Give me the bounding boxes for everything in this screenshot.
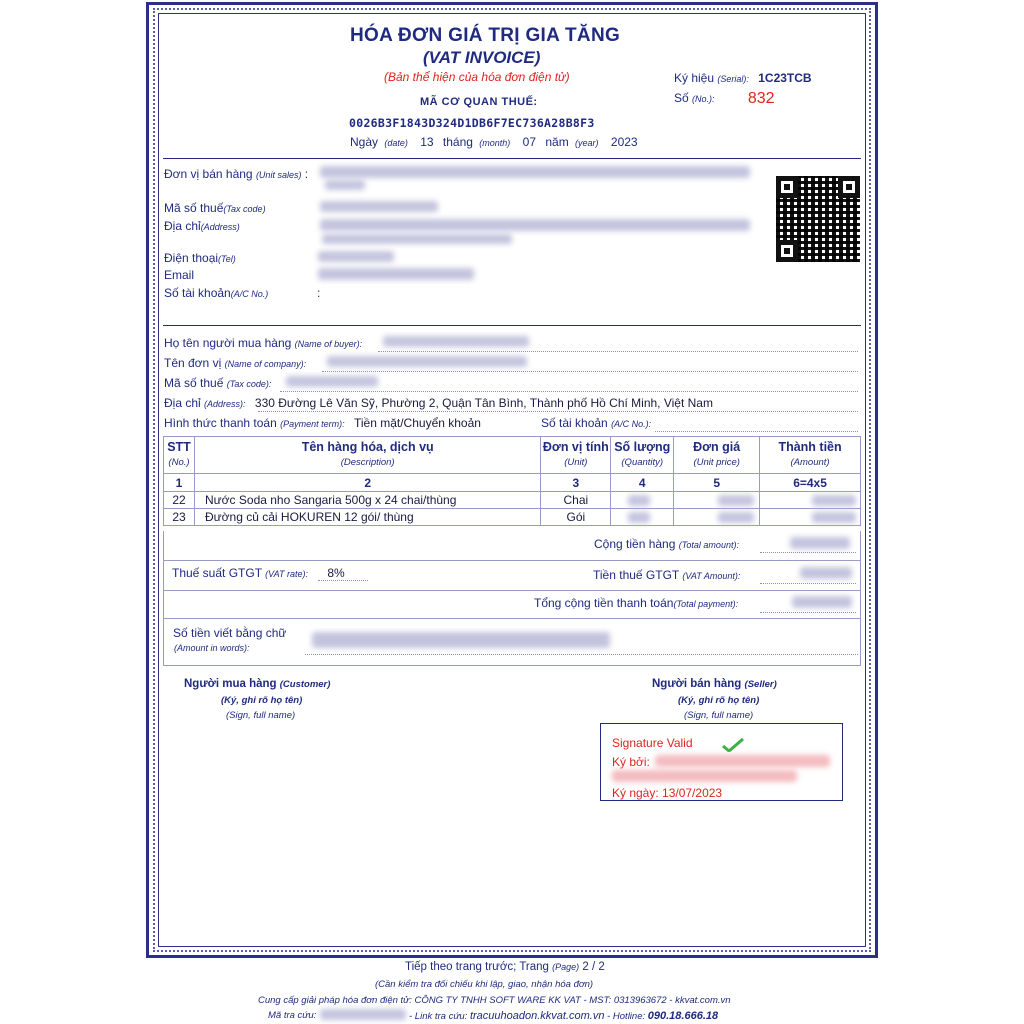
page-indicator xyxy=(405,961,605,973)
col-amount xyxy=(760,437,861,474)
col-description-en: (Description) xyxy=(340,457,395,468)
row-quantity-redacted xyxy=(611,509,674,526)
seller-sign-title: Người bán hàng xyxy=(652,678,742,690)
qr-finder xyxy=(776,176,798,198)
table-row xyxy=(164,509,861,526)
seller-address-row xyxy=(164,219,240,233)
number-label-en: (No.): xyxy=(692,94,715,104)
redacted-seller-name xyxy=(325,180,365,190)
qr-finder xyxy=(776,240,798,262)
seller-account-colon: : xyxy=(317,286,321,300)
buyer-account-row xyxy=(541,416,651,430)
total-row xyxy=(534,596,738,610)
redacted-seller-address xyxy=(320,219,750,231)
seller-account-label: Số tài khoản xyxy=(164,286,231,300)
seller-unit-label-en: (Unit sales) xyxy=(255,170,302,180)
seller-email-label: Email xyxy=(164,268,195,282)
buyer-company-label: Tên đơn vị xyxy=(164,356,222,370)
lookup-label: Mã tra cứu: xyxy=(268,1010,317,1021)
items-table xyxy=(163,436,861,526)
seller-address-label-en: (Address) xyxy=(200,222,240,232)
table-header xyxy=(164,437,861,474)
seller-unit-label: Đơn vị bán hàng xyxy=(164,167,253,181)
divider xyxy=(163,325,861,326)
seller-signature-title xyxy=(652,678,777,690)
index-cell: 4 xyxy=(611,474,674,492)
page-label-en: (Page) xyxy=(552,962,580,972)
tax-authority-code: 0026B3F1843D324D1DB6F7EC736A28B8F3 xyxy=(349,116,595,130)
col-description xyxy=(194,437,540,474)
date-month-en: (month) xyxy=(479,138,511,148)
vat-rate-label: Thuế suất GTGT xyxy=(172,566,262,580)
words-label-en: (Amount in words): xyxy=(174,643,250,653)
vat-amount-row xyxy=(593,568,740,582)
link-label: - Link tra cứu: xyxy=(409,1011,468,1022)
number-label: Số xyxy=(674,91,689,105)
divider xyxy=(163,590,861,591)
redacted-seller-tax xyxy=(320,201,438,212)
qr-finder xyxy=(838,176,860,198)
serial-value: 1C23TCB xyxy=(758,71,812,85)
col-unit-en: (Unit) xyxy=(564,457,588,468)
redacted-amount xyxy=(812,512,856,523)
vat-amount-label-en: (VAT Amount): xyxy=(682,571,741,581)
total-label: Tổng cộng tiền thanh toán xyxy=(534,596,674,610)
seller-tax-row xyxy=(164,201,266,215)
total-label-en: (Total payment): xyxy=(673,599,739,609)
seller-account-row xyxy=(164,286,268,300)
page-number: 2 / 2 xyxy=(582,961,605,973)
date-month: 07 xyxy=(522,135,537,149)
invoice-number: 832 xyxy=(747,90,775,107)
signed-date: Ký ngày: 13/07/2023 xyxy=(612,786,723,800)
buyer-account-label: Số tài khoản xyxy=(541,416,608,430)
hotline-number: 090.18.666.18 xyxy=(647,1010,719,1022)
col-stt xyxy=(164,437,195,474)
buyer-name-label: Họ tên người mua hàng xyxy=(164,336,292,350)
row-price-redacted xyxy=(674,509,760,526)
buyer-account-label-en: (A/C No.): xyxy=(611,419,652,429)
divider xyxy=(163,560,861,561)
vat-rate-row xyxy=(172,566,345,580)
col-quantity-en: (Quantity) xyxy=(621,457,664,468)
table-row xyxy=(164,492,861,509)
colon: : xyxy=(304,167,309,181)
dotted-line xyxy=(655,431,858,432)
redacted-vat-amount xyxy=(800,567,852,579)
dotted-line xyxy=(318,580,368,581)
date-month-label: tháng xyxy=(442,135,473,149)
divider xyxy=(163,618,861,619)
row-amount-redacted xyxy=(760,509,861,526)
row-quantity-redacted xyxy=(611,492,674,509)
subtotal-row xyxy=(594,537,739,551)
payment-row xyxy=(164,416,481,430)
redacted-buyer-company xyxy=(327,356,527,367)
buyer-sign-title-en: (Customer) xyxy=(279,679,331,690)
col-unit-label: Đơn vị tính xyxy=(542,440,609,454)
redacted-amount-words xyxy=(312,632,610,648)
redacted-seller-address xyxy=(322,234,512,244)
checkmark-icon xyxy=(722,738,744,752)
date-day-label: Ngày xyxy=(350,135,379,149)
words-label: Số tiền viết bằng chữ xyxy=(173,626,287,640)
invoice-subtitle: (VAT INVOICE) xyxy=(423,48,541,67)
index-cell: 3 xyxy=(541,474,611,492)
buyer-name-row xyxy=(164,336,362,350)
serial-label-en: (Serial): xyxy=(717,74,749,84)
invoice-date xyxy=(350,135,644,149)
serial-label: Ký hiệu xyxy=(674,71,715,85)
redacted-subtotal xyxy=(790,537,850,549)
row-price-redacted xyxy=(674,492,760,509)
seller-sign-instr-en: (Sign, full name) xyxy=(684,710,754,721)
buyer-sign-instr-en: (Sign, full name) xyxy=(226,710,296,721)
vat-amount-label: Tiền thuế GTGT xyxy=(593,568,680,582)
dotted-line xyxy=(760,552,856,553)
seller-phone-label-en: (Tel) xyxy=(218,254,236,264)
col-unit-price-en: (Unit price) xyxy=(693,457,740,468)
buyer-address-label: Địa chỉ xyxy=(164,396,201,410)
redacted-signer xyxy=(612,770,797,782)
redacted-buyer-tax xyxy=(286,376,378,387)
col-quantity xyxy=(611,437,674,474)
row-no: 22 xyxy=(164,492,195,509)
seller-tax-label: Mã số thuế xyxy=(164,201,224,215)
buyer-name-label-en: (Name of buyer): xyxy=(294,339,363,349)
divider xyxy=(163,158,861,159)
hotline-label: - Hotline: xyxy=(607,1011,646,1022)
lookup-line xyxy=(268,1010,316,1021)
col-amount-en: (Amount) xyxy=(790,457,830,468)
dotted-line xyxy=(322,371,858,372)
vat-rate-value: 8% xyxy=(327,566,345,580)
buyer-company-row xyxy=(164,356,306,370)
number-field xyxy=(674,89,775,107)
buyer-address-row xyxy=(164,396,713,410)
buyer-signature-title xyxy=(184,678,330,690)
seller-phone-row xyxy=(164,251,236,265)
col-amount-label: Thành tiền xyxy=(778,440,842,454)
seller-tax-label-en: (Tax code) xyxy=(223,204,266,214)
vat-rate-label-en: (VAT rate): xyxy=(265,569,308,579)
redacted-quantity xyxy=(628,495,650,506)
page-prefix: Tiếp theo trang trước; Trang xyxy=(405,961,549,973)
lookup-link[interactable]: tracuuhoadon.kkvat.com.vn xyxy=(469,1010,605,1022)
provider-note: Cung cấp giải pháp hóa đơn điện tử: CÔNG TY TNHH SOFT WARE KK VAT - MST: 0313963672 - kkvat.com.vn xyxy=(258,995,731,1006)
serial-field xyxy=(674,71,812,85)
seller-unit-row xyxy=(164,167,308,181)
index-cell: 1 xyxy=(164,474,195,492)
seller-phone-label: Điện thoại xyxy=(164,251,219,265)
seller-account-label-en: (A/C No.) xyxy=(230,289,269,299)
seller-sign-instr: (Ký, ghi rõ họ tên) xyxy=(678,695,760,706)
seller-email-row xyxy=(164,268,194,282)
seller-address-label: Địa chỉ xyxy=(164,219,201,233)
buyer-address-label-en: (Address): xyxy=(204,399,246,409)
row-amount-redacted xyxy=(760,492,861,509)
col-stt-en: (No.) xyxy=(168,457,190,468)
index-cell: 6=4x5 xyxy=(760,474,861,492)
row-unit: Chai xyxy=(541,492,611,509)
buyer-address-value: 330 Đường Lê Văn Sỹ, Phường 2, Quận Tân Bình, Thành phố Hồ Chí Minh, Việt Nam xyxy=(254,396,713,410)
invoice-note: (Bản thể hiện của hóa đơn điện tử) xyxy=(384,70,570,84)
signature-valid-text: Signature Valid xyxy=(612,736,693,750)
buyer-tax-label-en: (Tax code): xyxy=(226,379,272,389)
date-day: 13 xyxy=(420,135,434,149)
col-unit xyxy=(541,437,611,474)
redacted-lookup-code xyxy=(320,1009,406,1020)
redacted-buyer-name xyxy=(383,336,529,347)
payment-label-en: (Payment term): xyxy=(280,419,345,429)
buyer-company-label-en: (Name of company): xyxy=(224,359,307,369)
redacted-quantity xyxy=(628,512,650,523)
row-description: Nước Soda nho Sangaria 500g x 24 chai/thùng xyxy=(194,492,540,509)
row-no: 23 xyxy=(164,509,195,526)
col-quantity-label: Số lượng xyxy=(614,440,671,454)
redacted-seller-email xyxy=(318,268,474,280)
signed-by-label: Ký bởi: xyxy=(612,755,650,769)
redacted-price xyxy=(718,495,754,506)
redacted-amount xyxy=(812,495,856,506)
date-year: 2023 xyxy=(610,135,638,149)
col-unit-price-label: Đơn giá xyxy=(693,440,741,454)
row-description: Đường củ cải HOKUREN 12 gói/ thùng xyxy=(194,509,540,526)
row-unit: Gói xyxy=(541,509,611,526)
subtotal-label: Cộng tiền hàng xyxy=(594,537,676,551)
date-year-label: năm xyxy=(545,135,569,149)
buyer-tax-row xyxy=(164,376,271,390)
redacted-total xyxy=(792,596,852,608)
col-description-label: Tên hàng hóa, dịch vụ xyxy=(301,440,434,454)
lookup-link-line xyxy=(409,1010,718,1022)
index-cell: 2 xyxy=(194,474,540,492)
date-year-en: (year) xyxy=(575,138,599,148)
dotted-line xyxy=(258,411,858,412)
buyer-sign-instr: (Ký, ghi rõ họ tên) xyxy=(221,695,303,706)
date-day-en: (date) xyxy=(384,138,408,148)
subtotal-label-en: (Total amount): xyxy=(678,540,739,550)
dotted-line xyxy=(760,612,856,613)
dotted-line xyxy=(280,391,858,392)
payment-value: Tiền mặt/Chuyển khoản xyxy=(353,416,481,430)
col-stt-label: STT xyxy=(167,440,191,454)
check-note: (Cần kiểm tra đối chiếu khi lập, giao, nhận hóa đơn) xyxy=(375,979,594,990)
dotted-line xyxy=(378,351,858,352)
dotted-line xyxy=(760,583,856,584)
buyer-tax-label: Mã số thuế xyxy=(164,376,224,390)
seller-sign-title-en: (Seller) xyxy=(744,679,777,690)
invoice-title: HÓA ĐƠN GIÁ TRỊ GIA TĂNG xyxy=(350,25,621,46)
qr-code xyxy=(776,176,860,262)
index-cell: 5 xyxy=(674,474,760,492)
redacted-seller-phone xyxy=(318,251,394,262)
redacted-price xyxy=(718,512,754,523)
buyer-sign-title: Người mua hàng xyxy=(184,678,277,690)
dotted-line xyxy=(305,654,858,655)
table-index-row xyxy=(164,474,861,492)
tax-authority-label: MÃ CƠ QUAN THUẾ: xyxy=(420,96,538,108)
col-unit-price xyxy=(674,437,760,474)
payment-label: Hình thức thanh toán xyxy=(164,416,277,430)
redacted-seller-name xyxy=(320,166,750,178)
redacted-signer xyxy=(655,755,830,767)
